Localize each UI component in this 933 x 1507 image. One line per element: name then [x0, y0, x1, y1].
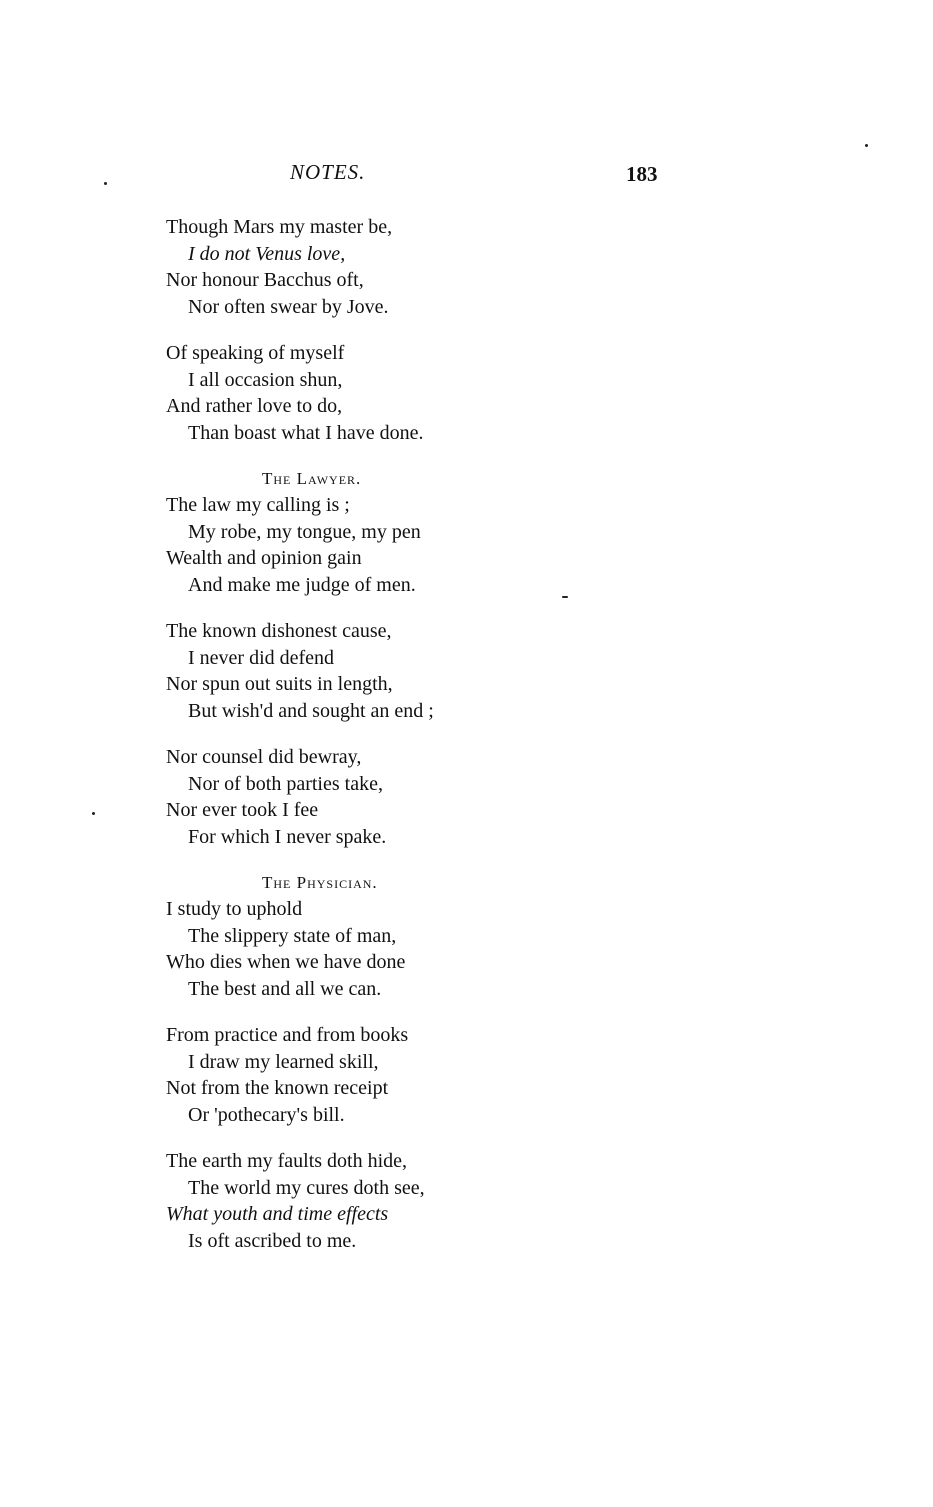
verse-line: And make me judge of men. [188, 573, 416, 596]
verse-line: Nor counsel did bewray, [166, 746, 362, 768]
verse-line: But wish'd and sought an end ; [188, 699, 434, 722]
stanza [166, 492, 726, 598]
verse-line: Or 'pothecary's bill. [188, 1103, 345, 1126]
verse-line: The law my calling is ; [166, 494, 350, 516]
stanza [166, 1148, 726, 1254]
verse-line: I never did defend [188, 646, 335, 669]
verse-line: Though Mars my master be, [166, 216, 393, 238]
page-number: 183 [626, 162, 658, 186]
scan-speck [92, 812, 95, 815]
verse-line: I all occasion shun, [188, 368, 343, 391]
verse-line: Not from the known receipt [166, 1077, 389, 1099]
verse-line: I study to uphold [166, 898, 303, 920]
section-heading-lawyer: The Lawyer. [262, 469, 362, 488]
verse-line: Nor often swear by Jove. [188, 295, 389, 318]
stanza [166, 340, 726, 446]
verse-line: Who dies when we have done [166, 951, 406, 973]
verse-line: Nor spun out suits in length, [166, 673, 393, 695]
verse-line: Nor honour Bacchus oft, [166, 269, 364, 291]
stanza [166, 744, 726, 850]
stanza [166, 896, 726, 1002]
verse-line: And rather love to do, [166, 395, 343, 417]
stanza [166, 618, 726, 724]
verse-line: Than boast what I have done. [188, 421, 424, 444]
scan-speck [104, 182, 107, 185]
scan-speck [865, 144, 868, 147]
verse-line: For which I never spake. [188, 825, 387, 848]
poem-body [166, 214, 726, 1274]
verse-line: The best and all we can. [188, 977, 382, 1000]
verse-line: Nor of both parties take, [188, 772, 383, 795]
verse-line: From practice and from books [166, 1024, 409, 1046]
stanza [166, 1022, 726, 1128]
verse-line: The slippery state of man, [188, 924, 397, 947]
verse-line: Nor ever took I fee [166, 799, 319, 821]
stanza [166, 214, 726, 320]
verse-line: The world my cures doth see, [188, 1176, 425, 1199]
verse-line: Wealth and opinion gain [166, 547, 362, 569]
verse-line: Is oft ascribed to me. [188, 1229, 357, 1252]
verse-line: What youth and time effects [166, 1203, 389, 1225]
verse-line: I draw my learned skill, [188, 1050, 379, 1073]
section-heading-physician: The Physician. [262, 873, 378, 892]
verse-line: I do not Venus love, [188, 242, 346, 265]
running-head: NOTES. [290, 160, 366, 184]
verse-line: The earth my faults doth hide, [166, 1150, 408, 1172]
verse-line: My robe, my tongue, my pen [188, 520, 421, 543]
verse-line: Of speaking of myself [166, 342, 345, 364]
scan-speck [562, 596, 568, 598]
verse-line: The known dishonest cause, [166, 620, 392, 642]
